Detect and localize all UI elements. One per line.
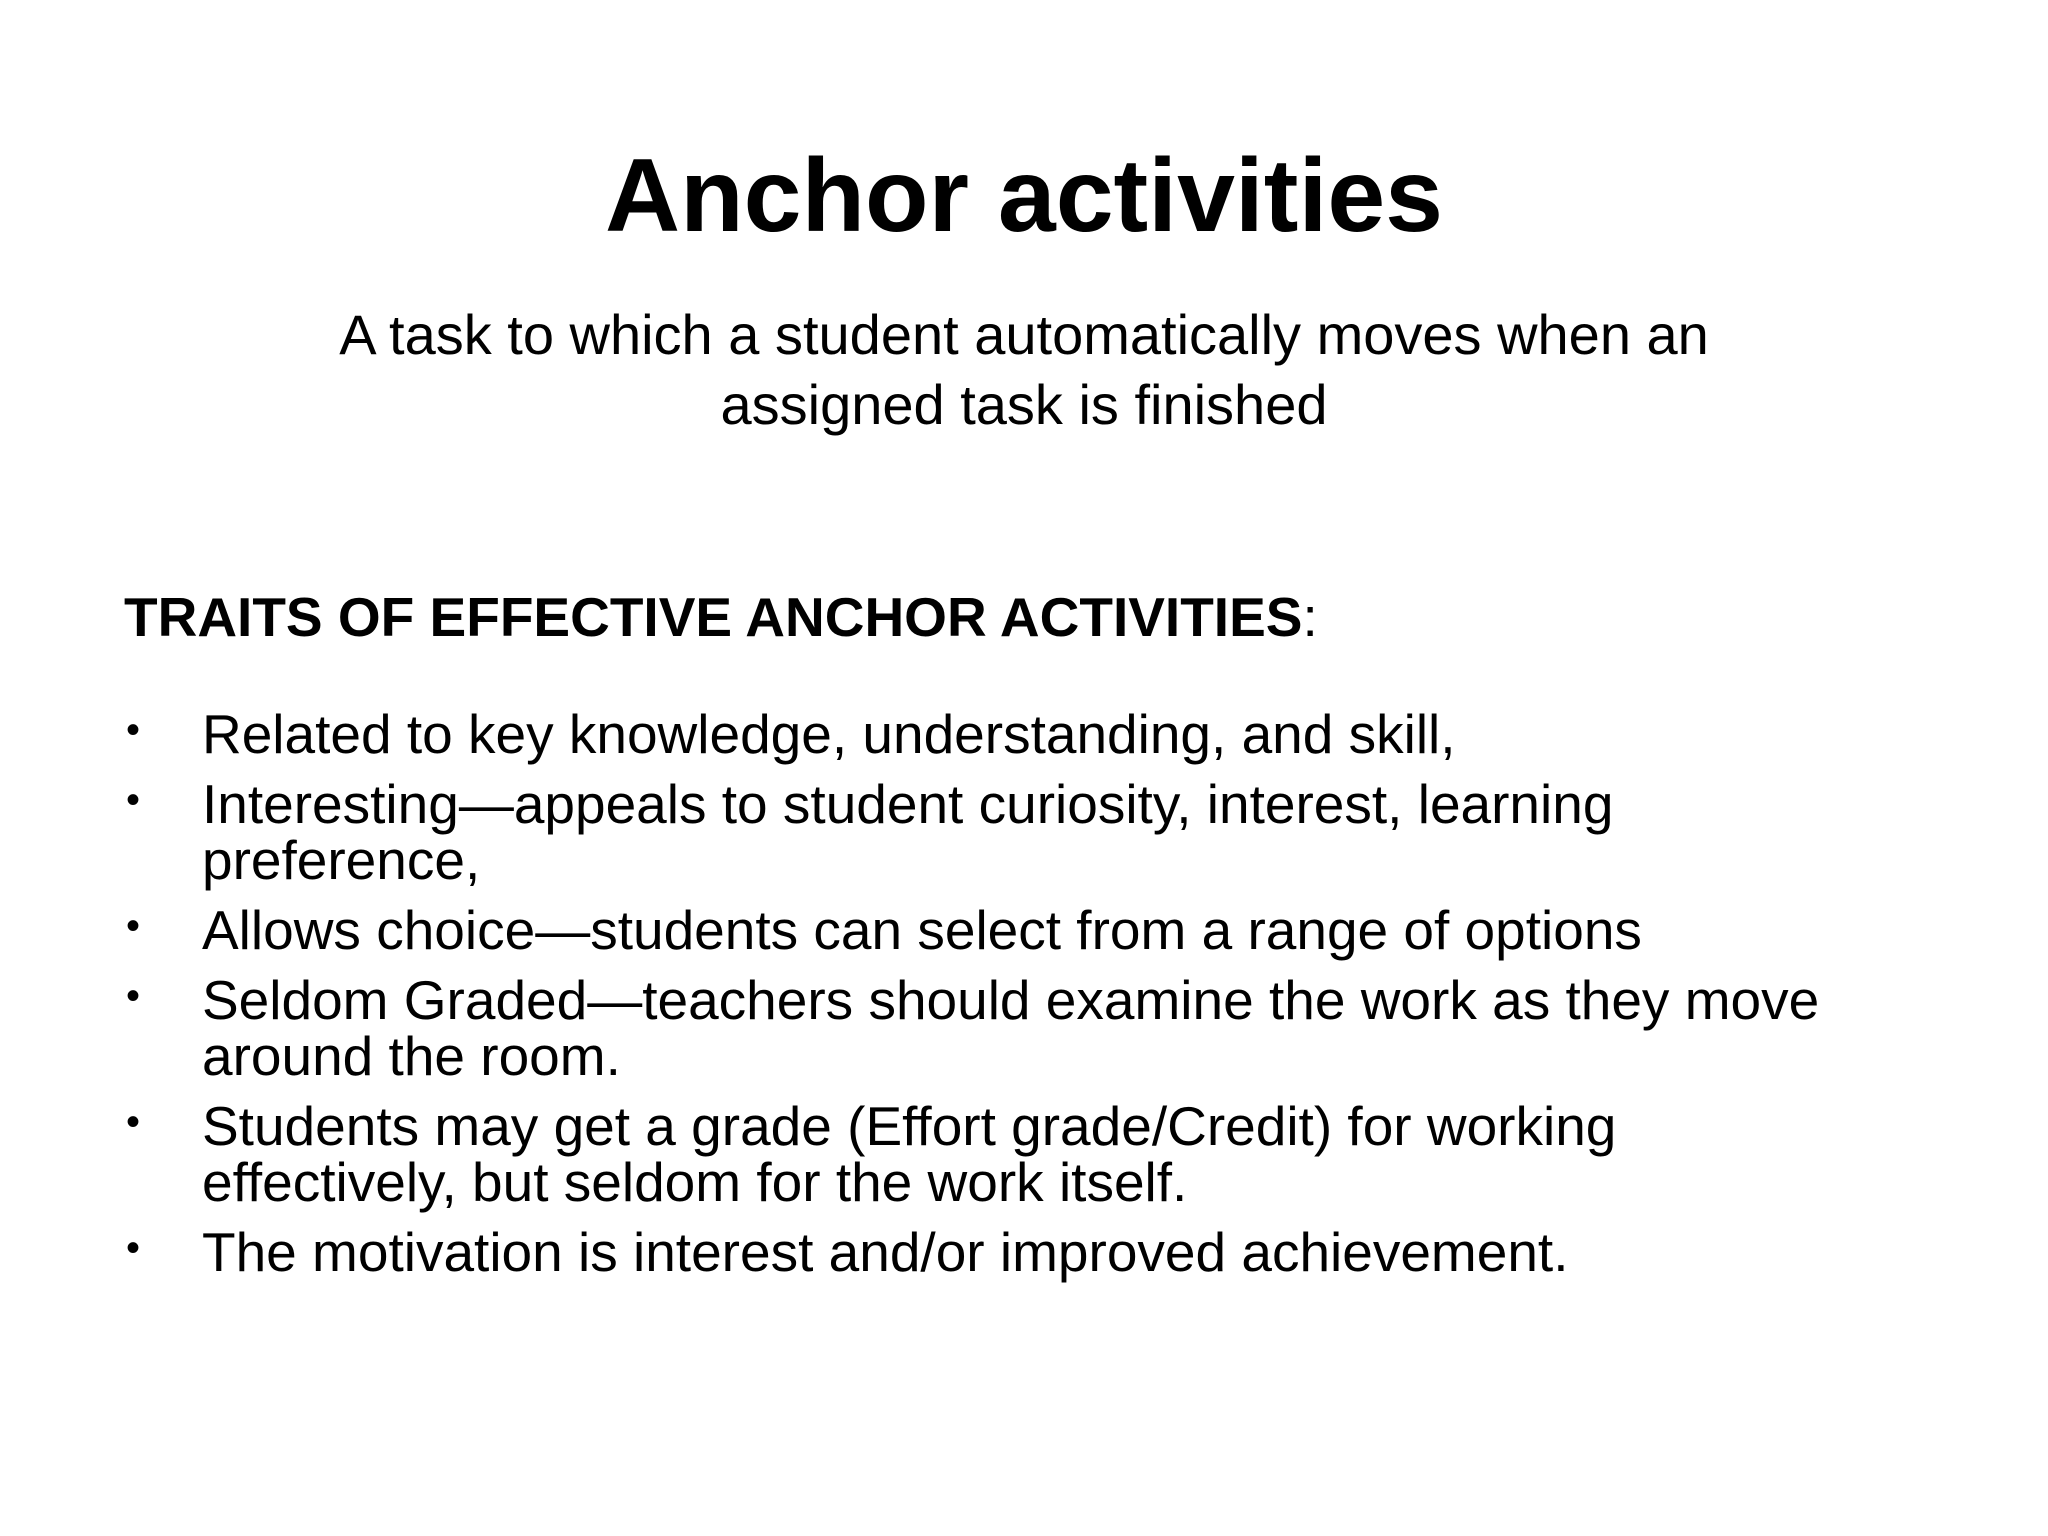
bullet-icon: • bbox=[126, 1226, 141, 1270]
bullet-line: around the room. bbox=[202, 1025, 621, 1087]
bullet-icon: • bbox=[126, 904, 141, 948]
list-item bbox=[124, 773, 1984, 891]
bullet-line: Students may get a grade (Effort grade/Credit) for working bbox=[202, 1095, 1617, 1157]
bullet-line: Seldom Graded—teachers should examine the work as they move bbox=[202, 969, 1820, 1031]
list-item bbox=[124, 899, 1984, 961]
bullet-line: The motivation is interest and/or improved achievement. bbox=[202, 1221, 1569, 1283]
bullet-line: Interesting—appeals to student curiosity, interest, learning bbox=[202, 773, 1614, 835]
slide-title: Anchor activities bbox=[604, 138, 1444, 254]
slide-subtitle bbox=[224, 300, 1824, 440]
list-item bbox=[124, 1221, 1984, 1283]
bullet-line: Allows choice—students can select from a range of options bbox=[202, 899, 1642, 961]
list-item bbox=[124, 969, 1984, 1087]
bullet-icon: • bbox=[126, 974, 141, 1018]
traits-heading bbox=[124, 585, 1318, 649]
traits-heading-text: TRAITS OF EFFECTIVE ANCHOR ACTIVITIES bbox=[124, 586, 1303, 648]
subtitle-line: A task to which a student automatically moves when an bbox=[339, 303, 1709, 366]
traits-list bbox=[124, 703, 1984, 1294]
subtitle-line: assigned task is finished bbox=[720, 373, 1328, 436]
bullet-icon: • bbox=[126, 1100, 141, 1144]
bullet-icon: • bbox=[126, 778, 141, 822]
bullet-line: preference, bbox=[202, 829, 481, 891]
bullet-icon: • bbox=[126, 708, 141, 752]
list-item bbox=[124, 1095, 1984, 1213]
list-item bbox=[124, 703, 1984, 765]
traits-heading-colon: : bbox=[1302, 586, 1318, 648]
bullet-line: Related to key knowledge, understanding, and skill, bbox=[202, 703, 1456, 765]
bullet-line: effectively, but seldom for the work itself. bbox=[202, 1151, 1188, 1213]
